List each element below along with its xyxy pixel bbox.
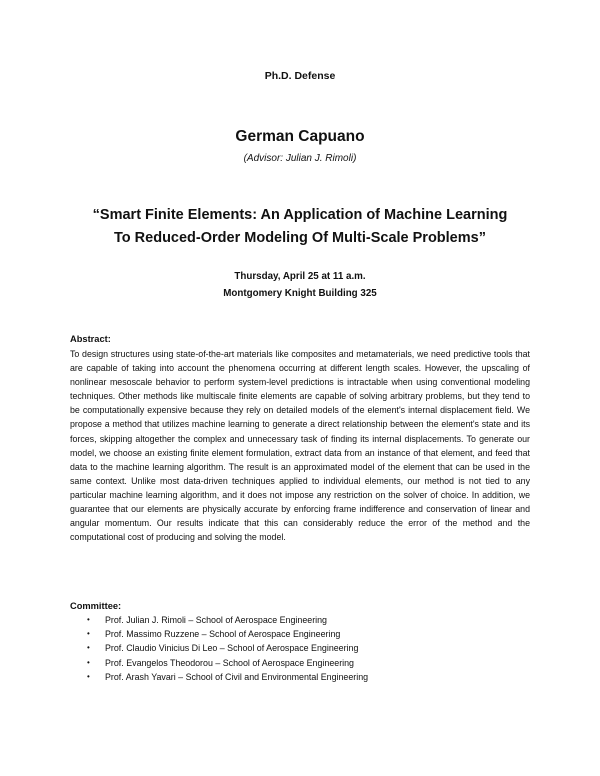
talk-title-line-2: To Reduced-Order Modeling Of Multi-Scale Problems” [114,230,486,246]
speaker-name: German Capuano [235,128,365,145]
committee-member-text: Prof. Julian J. Rimoli – School of Aerospace Engineering [105,615,327,625]
committee-member-text: Prof. Arash Yavari – School of Civil and Environmental Engineering [105,671,369,682]
bullet-icon: • [87,643,90,653]
committee-member [70,641,368,655]
bullet-icon: • [87,615,90,624]
committee-member-text: Prof. Claudio Vinicius Di Leo – School of Aerospace Engineering [105,643,359,654]
committee-member [70,613,368,627]
committee-member [70,627,368,641]
bullet-icon: • [87,629,90,639]
talk-title-line-1: “Smart Finite Elements: An Application of Machine Learning [92,207,508,223]
talk-title [60,204,540,250]
bullet-icon: • [87,657,90,667]
event-type-heading: Ph.D. Defense [264,70,336,82]
committee-heading: Committee: [70,601,122,611]
committee-member [70,670,368,684]
committee-list [70,613,368,684]
abstract-text: To design structures using state-of-the-art materials like composites and metamaterials, we need predictive tools that are capable of taking into account the phenomena occurring at different length scales. However, the upscaling of nonlinear mesoscale behavior to perform system-level predictions is intractable when using conventional modeling techniques. Other methods like multiscale finite elements are capable of solving arbitrary problems, but they tend to be computationally expensive because they rely on detailed models of the element's internal displacement field. We propose a method that utilizes machine learning to generate a direct relationship between the element's state and its forces, skipping altogether the complex and unnecessary task of finding its internal displacements. To generate our model, we choose an existing finite element formulation, extract data from an instance of that element, and feed that data to the machine learning algorithm. The result is an approximated model of the element that can be used in the same context. Unlike most data-driven techniques applied to individual elements, our method is not tied to any particular machine learning algorithm, and it does not impose any restriction on the solver of choice. In addition, we guarantee that our elements are physically accurate by enforcing frame indifference and conservation of linear and angular momentum. Our results indicate that this can considerably reduce the error of the method and the computational cost of producing and solving the model. [70,349,530,543]
committee-member [70,656,368,670]
abstract-heading: Abstract: [70,334,111,344]
schedule-block [0,268,600,302]
bullet-icon: • [87,671,90,681]
committee-member-text: Prof. Evangelos Theodorou – School of Aerospace Engineering [105,657,354,668]
event-datetime: Thursday, April 25 at 11 a.m. [234,271,366,282]
event-location: Montgomery Knight Building 325 [223,288,377,299]
committee-member-text: Prof. Massimo Ruzzene – School of Aerospace Engineering [105,629,341,640]
advisor-line: (Advisor: Julian J. Rimoli) [243,153,357,164]
